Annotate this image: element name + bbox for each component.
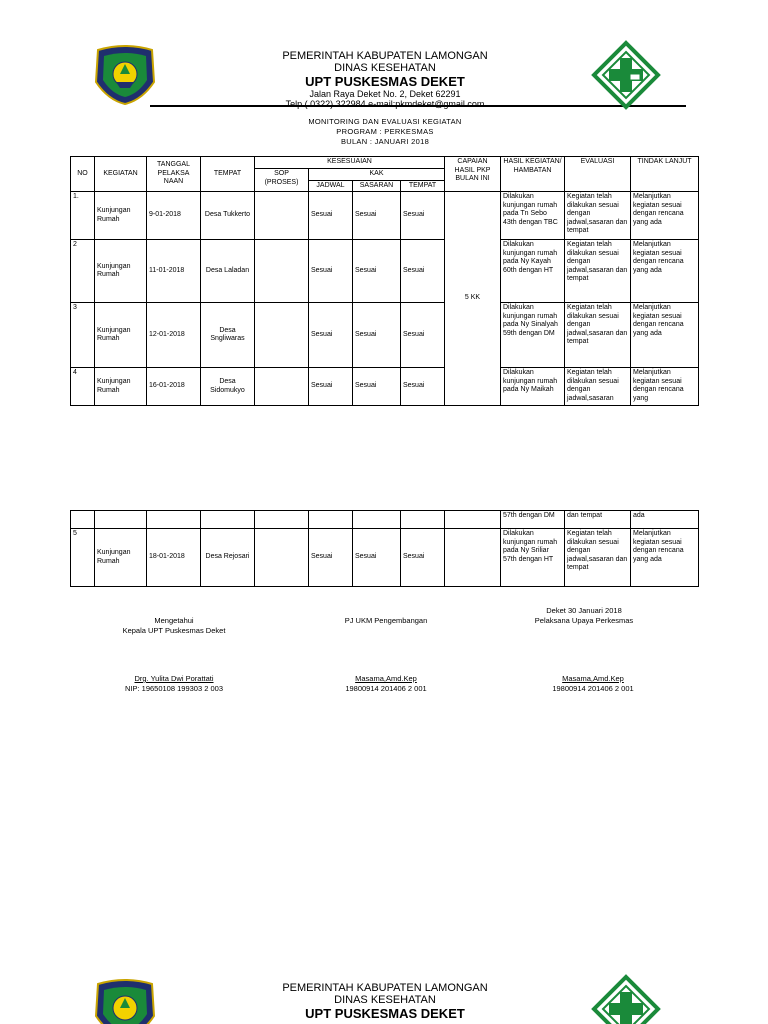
signature-left-name: Drg. Yulita Dwi Porattati xyxy=(134,674,214,683)
table-row xyxy=(71,303,699,368)
row-sasaran: Sesuai xyxy=(353,529,401,587)
signature-left-role1: Mengetahui xyxy=(154,616,194,625)
row-tindak: ada xyxy=(631,511,699,529)
row-sasaran: Sesuai xyxy=(353,240,401,303)
letterhead-department: DINAS KESEHATAN xyxy=(334,994,436,1006)
row-jadwal: Sesuai xyxy=(309,240,353,303)
letterhead-government: PEMERINTAH KABUPATEN LAMONGAN xyxy=(282,982,488,994)
document-month: BULAN : JANUARI 2018 xyxy=(340,137,430,146)
row-tempat: Desa Sidomukyo xyxy=(201,368,255,406)
header-kak: KAK xyxy=(309,169,445,181)
row-tempat-sesuai: Sesuai xyxy=(401,192,445,240)
header-capaian: CAPAIAN HASIL PKP BULAN INI xyxy=(445,157,501,192)
district-logo-icon xyxy=(92,44,158,106)
row-evaluasi: Kegiatan telah dilakukan sesuai dengan jadwal,sasaran dan tempat xyxy=(565,240,631,303)
table-row xyxy=(71,529,699,587)
document-program: PROGRAM : PERKESMAS xyxy=(336,127,434,136)
row-kegiatan: Kunjungan Rumah xyxy=(95,303,147,368)
row-hasil: Dilakukan kunjungan rumah pada Ny Sriliar 57th dengan HT xyxy=(501,529,565,587)
row-sasaran: Sesuai xyxy=(353,192,401,240)
row-capaian xyxy=(445,529,501,587)
row-kegiatan: Kunjungan Rumah xyxy=(95,192,147,240)
row-evaluasi: Kegiatan telah dilakukan sesuai dengan jadwal,sasaran dan tempat xyxy=(565,529,631,587)
row-tempat-sesuai: Sesuai xyxy=(401,303,445,368)
header-evaluasi: EVALUASI xyxy=(565,157,631,192)
letterhead-address: Jalan Raya Deket No. 2, Deket 62291 xyxy=(309,89,461,99)
row-no: 1. xyxy=(71,192,95,240)
row-evaluasi: Kegiatan telah dilakukan sesuai dengan jadwal,sasaran dan tempat xyxy=(565,303,631,368)
signature-date: Deket 30 Januari 2018 xyxy=(546,606,622,615)
row-evaluasi: Kegiatan telah dilakukan sesuai dengan jadwal,sasaran dan tempat xyxy=(565,192,631,240)
row-kegiatan: Kunjungan Rumah xyxy=(95,240,147,303)
row-tindak: Melanjutkan kegiatan sesuai dengan rencana yang ada xyxy=(631,240,699,303)
signature-left-role2: Kepala UPT Puskesmas Deket xyxy=(122,626,226,635)
row-tempat-sesuai: Sesuai xyxy=(401,368,445,406)
row-kegiatan: Kunjungan Rumah xyxy=(95,529,147,587)
letterhead-contact: Telp.( 0322) 322984 e-mail:pkmdeket@gmail.com xyxy=(285,99,485,109)
row-sasaran: Sesuai xyxy=(353,303,401,368)
row-jadwal: Sesuai xyxy=(309,529,353,587)
row-kegiatan: Kunjungan Rumah xyxy=(95,368,147,406)
puskesmas-logo-icon xyxy=(590,40,662,110)
row-sop xyxy=(255,192,309,240)
header-tempat: TEMPAT xyxy=(201,157,255,192)
document-title: MONITORING DAN EVALUASI KEGIATAN xyxy=(308,117,462,126)
row-sasaran: Sesuai xyxy=(353,368,401,406)
row-sop xyxy=(255,368,309,406)
letterhead-unit: UPT PUSKESMAS DEKET xyxy=(305,74,465,89)
row-no: 4 xyxy=(71,368,95,406)
row-tanggal: 11-01-2018 xyxy=(147,240,201,303)
signature-mid-name: Masama,Amd.Kep xyxy=(355,674,417,683)
row-tempat: Desa Sngliwaras xyxy=(201,303,255,368)
table-row xyxy=(71,368,699,406)
signature-mid-nip: 19800914 201406 2 001 xyxy=(345,684,427,693)
row-evaluasi: dan tempat xyxy=(565,511,631,529)
row-tempat: Desa Rejosari xyxy=(201,529,255,587)
row-hasil: Dilakukan kunjungan rumah pada Ny Kayah 60th dengan HT xyxy=(501,240,565,303)
table-row xyxy=(71,192,699,240)
signature-left-nip: NIP: 19650108 199303 2 003 xyxy=(124,684,223,693)
row-hasil: Dilakukan kunjungan rumah pada Tn Sebo 43th dengan TBC xyxy=(501,192,565,240)
row-hasil: Dilakukan kunjungan rumah pada Ny Maikah xyxy=(501,368,565,406)
monitoring-table-continued xyxy=(70,510,699,587)
letterhead-unit: UPT PUSKESMAS DEKET xyxy=(305,1006,465,1021)
row-tempat: Desa Tukkerto xyxy=(201,192,255,240)
letterhead-government: PEMERINTAH KABUPATEN LAMONGAN xyxy=(282,50,488,62)
header-tindak-lanjut: TINDAK LANJUT xyxy=(631,157,699,192)
row-tindak: Melanjutkan kegiatan sesuai dengan rencana yang ada xyxy=(631,192,699,240)
row-no: 3 xyxy=(71,303,95,368)
row-hasil: 57th dengan DM xyxy=(501,511,565,529)
row-no: 2 xyxy=(71,240,95,303)
row-jadwal: Sesuai xyxy=(309,368,353,406)
district-logo-icon xyxy=(92,978,158,1024)
header-tanggal: TANGGAL PELAKSA NAAN xyxy=(147,157,201,192)
row-tindak: Melanjutkan kegiatan sesuai dengan rencana yang ada xyxy=(631,303,699,368)
row-tindak: Melanjutkan kegiatan sesuai dengan rencana yang xyxy=(631,368,699,406)
row-tanggal: 16-01-2018 xyxy=(147,368,201,406)
row-jadwal: Sesuai xyxy=(309,303,353,368)
row-tindak: Melanjutkan kegiatan sesuai dengan rencana yang ada xyxy=(631,529,699,587)
header-hasil: HASIL KEGIATAN/ HAMBATAN xyxy=(501,157,565,192)
letterhead-department: DINAS KESEHATAN xyxy=(334,62,436,74)
header-sasaran: SASARAN xyxy=(353,180,401,192)
header-no: NO xyxy=(71,157,95,192)
row-tempat: Desa Laladan xyxy=(201,240,255,303)
row-hasil: Dilakukan kunjungan rumah pada Ny Sinalyah 59th dengan DM xyxy=(501,303,565,368)
row-tanggal: 12-01-2018 xyxy=(147,303,201,368)
signature-right-name: Masama,Amd.Kep xyxy=(562,674,624,683)
row-tanggal: 9-01-2018 xyxy=(147,192,201,240)
header-sop: SOP (PROSES) xyxy=(255,169,309,192)
signature-right-role: Pelaksana Upaya Perkesmas xyxy=(534,616,634,625)
row-no: 5 xyxy=(71,529,95,587)
row-sop xyxy=(255,529,309,587)
header-tempat-sub: TEMPAT xyxy=(401,180,445,192)
header-kesesuaian: KESESUAIAN xyxy=(255,157,445,169)
table-row xyxy=(71,240,699,303)
signature-right-nip: 19800914 201406 2 001 xyxy=(552,684,634,693)
puskesmas-logo-icon xyxy=(590,974,662,1024)
signature-mid-role: PJ UKM Pengembangan xyxy=(344,616,428,625)
row-tempat-sesuai: Sesuai xyxy=(401,529,445,587)
header-jadwal: JADWAL xyxy=(309,180,353,192)
row-tempat-sesuai: Sesuai xyxy=(401,240,445,303)
header-kegiatan: KEGIATAN xyxy=(95,157,147,192)
table-row xyxy=(71,511,699,529)
row-sop xyxy=(255,240,309,303)
monitoring-table xyxy=(70,156,699,406)
row-sop xyxy=(255,303,309,368)
row-tanggal: 18-01-2018 xyxy=(147,529,201,587)
row-evaluasi: Kegiatan telah dilakukan sesuai dengan jadwal,sasaran xyxy=(565,368,631,406)
row-jadwal: Sesuai xyxy=(309,192,353,240)
capaian-value: 5 KK xyxy=(445,192,501,406)
